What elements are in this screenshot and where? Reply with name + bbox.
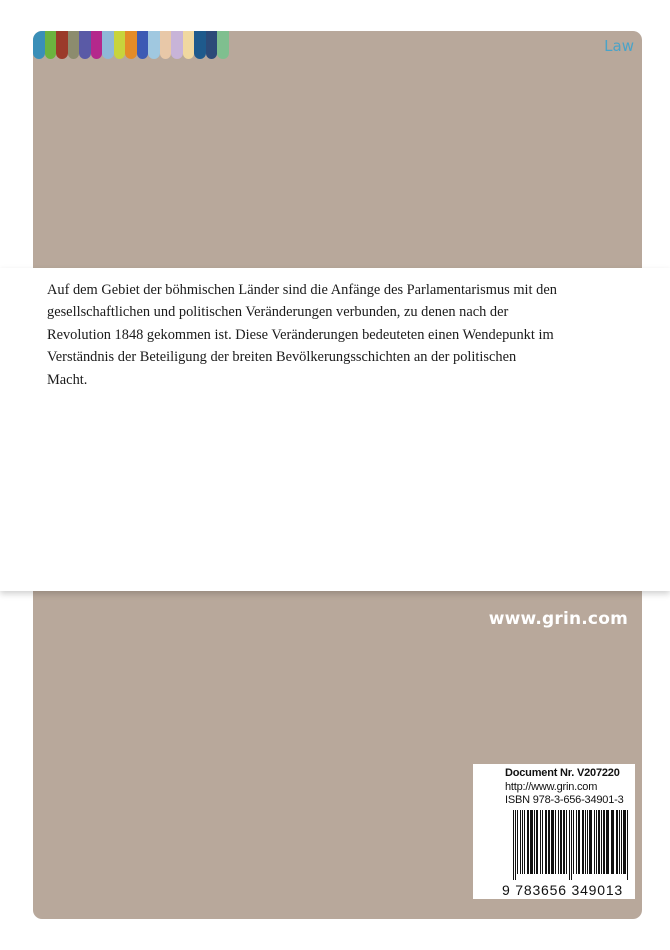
document-info — [505, 767, 624, 808]
blurb-text: Auf dem Gebiet der böhmischen Länder sind die Anfänge des Parlamentarismus mit den gesellschaftlichen und politischen Veränderungen verbunden, zu denen nach der Revolution 1848 gekommen ist. Diese Veränderungen bedeuteten einen Wendepunkt im Verständnis der Beteiligung der breiten Bevölkerungsschichten an der politischen Macht. — [47, 282, 557, 388]
color-strip-segment — [79, 31, 91, 59]
color-strip-segment — [217, 31, 229, 59]
isbn-text: ISBN 978-3-656-34901-3 — [505, 794, 624, 806]
color-strip-segment — [125, 31, 137, 59]
color-strip-segment — [68, 31, 80, 59]
document-website: http://www.grin.com — [505, 780, 598, 793]
color-strip — [33, 31, 229, 59]
document-number: Document Nr. V207220 — [505, 767, 620, 779]
category-label: Law — [604, 37, 634, 55]
color-strip-segment — [114, 31, 126, 59]
color-strip-segment — [171, 31, 183, 59]
color-strip-segment — [206, 31, 218, 59]
color-strip-segment — [102, 31, 114, 59]
barcode-digits: 9 783656 349013 — [502, 882, 623, 898]
barcode-box — [473, 764, 635, 899]
color-strip-segment — [160, 31, 172, 59]
color-strip-segment — [137, 31, 149, 59]
color-strip-segment — [33, 31, 45, 59]
color-strip-segment — [148, 31, 160, 59]
publisher-url: www.grin.com — [488, 609, 628, 629]
color-strip-segment — [91, 31, 103, 59]
color-strip-segment — [194, 31, 206, 59]
color-strip-segment — [45, 31, 57, 59]
color-strip-segment — [56, 31, 68, 59]
color-strip-segment — [183, 31, 195, 59]
barcode-icon — [513, 810, 629, 880]
